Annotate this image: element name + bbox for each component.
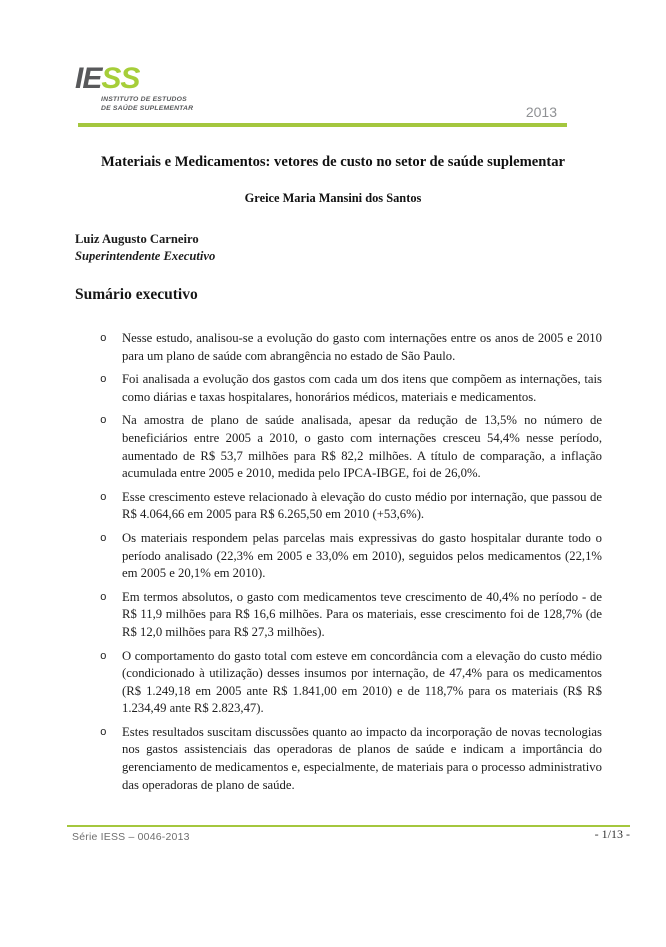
signatory-role: Superintendente Executivo (75, 248, 216, 263)
bullet-text: O comportamento do gasto total com esteve em concordância com a elevação do custo médio (condicionado à utilização) desses insumos por internação, de 47,4% para os medicamentos (R$ 1.249,18 em 2005 ante R$ 1.841,00 em 2010) e de 118,7% para os materiais (R$ R$ 1.234,49 ante R$ 2.823,47). (122, 648, 602, 716)
bullet-marker: o (100, 333, 107, 345)
bullet-marker: o (100, 726, 107, 739)
page-title: Materiais e Medicamentos: vetores de custo no setor de saúde suplementar (101, 154, 565, 170)
list-item (75, 489, 602, 524)
bullet-marker: o (100, 532, 107, 545)
logo-text-ss: SS (101, 62, 140, 95)
bullet-marker: o (100, 591, 107, 604)
bullet-text: Esse crescimento esteve relacionado à elevação do custo médio por internação, que passou de R$ 4.064,66 em 2005 para R$ 6.265,50 em 2010 (+53,6%). (122, 489, 602, 522)
bullet-marker: o (100, 374, 107, 387)
signatory-name: Luiz Augusto Carneiro (75, 232, 199, 246)
header-rule (78, 123, 567, 127)
signatory-block (75, 231, 215, 264)
list-item (75, 589, 602, 642)
list-item (75, 530, 602, 583)
section-heading: Sumário executivo (75, 286, 198, 303)
bullet-text: Em termos absolutos, o gasto com medicamentos teve crescimento de 40,4% no período - de R$ 11,9 milhões para R$ 16,6 milhões. Para os materiais, esse crescimento foi de 128,7% (de R$ 12,0 milhões para R$ 27,3 milhões). (122, 589, 602, 639)
logo-tagline-line2: DE SAÚDE SUPLEMENTAR (101, 104, 194, 112)
bullet-marker: o (100, 491, 107, 504)
bullet-marker: o (100, 650, 107, 663)
footer-series-label: Série IESS – 0046-2013 (72, 831, 190, 843)
list-item (75, 648, 602, 718)
executive-summary-list (75, 330, 602, 800)
bullet-text: Nesse estudo, analisou-se a evolução do gasto com internações entre os anos de 2005 e 2010 para um plano de saúde com abrangência no estado de São Paulo. (122, 331, 602, 363)
list-item (75, 724, 602, 794)
logo-tagline (101, 96, 193, 113)
bullet-text: Na amostra de plano de saúde analisada, apesar da redução de 13,5% no número de beneficiários entre 2005 a 2010, o gasto com internações cresceu 54,4% nesse período, aumentado de R$ 53,7 milhões para R$ 82,2 milhões. A título de comparação, a inflação acumulada entre 2005 e 2010, medida pelo IPCA-IBGE, foi de 26,0%. (122, 413, 602, 481)
bullet-text: Estes resultados suscitam discussões quanto ao impacto da incorporação de novas tecnologias nos gastos assistenciais das operadoras de planos de saúde e indicam a importância do gerenciamento de medicamentos e, especialmente, de materiais para o processo administrativo das operadoras de plano de saúde. (122, 724, 602, 792)
author-name: Greice Maria Mansini dos Santos (244, 191, 422, 205)
iess-logo-wordmark (75, 64, 193, 94)
list-item (75, 371, 602, 406)
footer-page-number: - 1/13 - (594, 827, 630, 841)
logo-tagline-line1: INSTITUTO DE ESTUDOS (101, 96, 187, 103)
footer-rule (67, 825, 630, 827)
iess-logo (75, 64, 193, 113)
list-item (75, 330, 602, 365)
list-item (75, 412, 602, 482)
header-year: 2013 (525, 104, 557, 120)
bullet-text: Os materiais respondem pelas parcelas mais expressivas do gasto hospitalar durante todo o período analisado (22,3% em 2005 e 33,0% em 2010), seguidos pelos medicamentos (22,1% em 2005 e 20,1% em 2010). (122, 530, 602, 581)
bullet-marker: o (100, 415, 107, 428)
bullet-text: Foi analisada a evolução dos gastos com cada um dos itens que compõem as internações, tais como diárias e taxas hospitalares, honorários médicos, materiais e medicamentos. (122, 372, 602, 404)
logo-text-ie: IE (75, 62, 102, 95)
